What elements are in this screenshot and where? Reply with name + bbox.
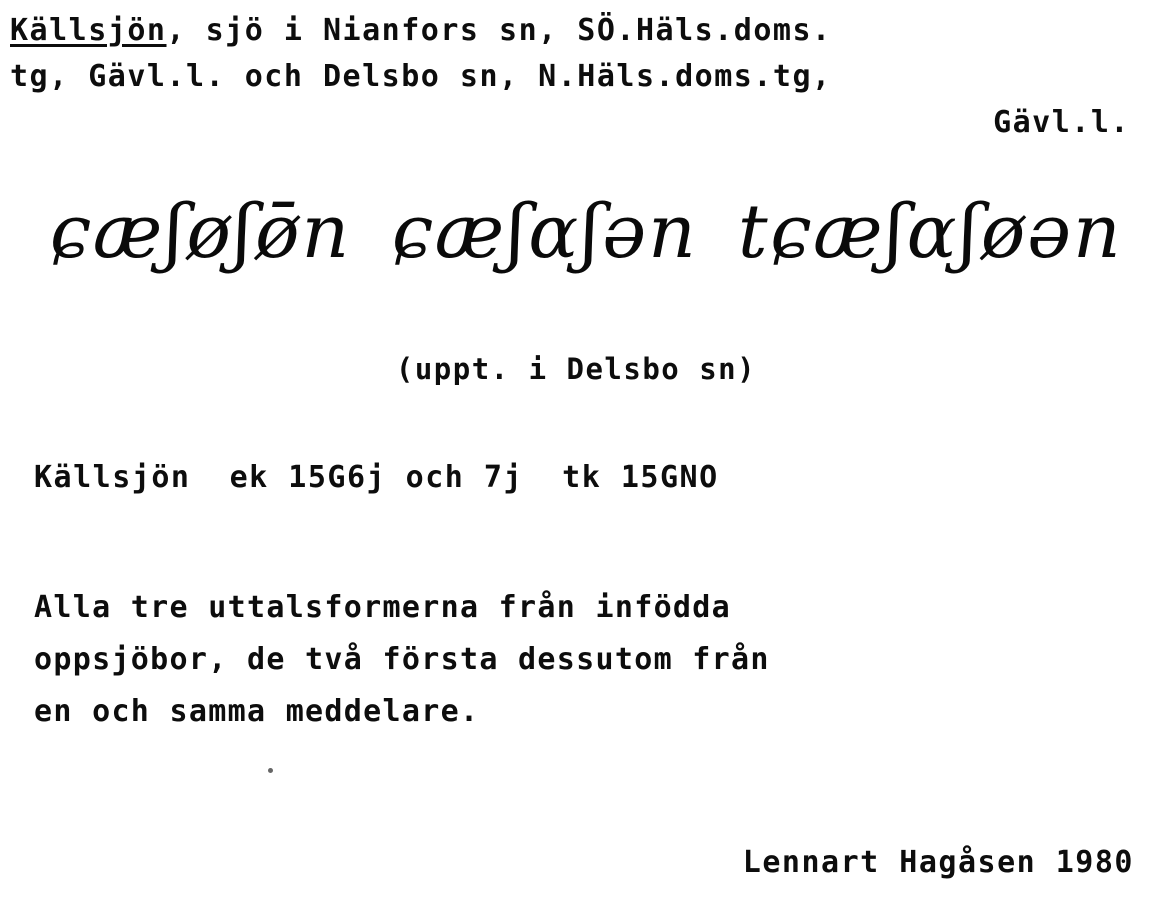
phonetic-transcriptions bbox=[0, 190, 1152, 350]
header-line-3: Gävl.l. bbox=[993, 105, 1130, 140]
note-line-3: en och samma meddelare. bbox=[34, 694, 480, 729]
header-line-2: tg, Gävl.l. och Delsbo sn, N.Häls.doms.tg, bbox=[10, 59, 832, 94]
note-line-1: Alla tre uttalsformerna från infödda bbox=[34, 590, 732, 625]
map-reference-line: Källsjön ek 15G6j och 7j tk 15GNO bbox=[34, 460, 719, 495]
phonetic-variant-3: tɕæʃɑʃøən bbox=[737, 189, 1123, 275]
ink-speck bbox=[268, 768, 273, 773]
header-block bbox=[0, 8, 1152, 146]
phonetic-variant-2: ɕæʃɑʃən bbox=[391, 189, 698, 275]
signature-line: Lennart Hagåsen 1980 bbox=[742, 845, 1134, 880]
header-line-1 bbox=[0, 8, 1152, 54]
headword-rest: , sjö i Nianfors sn, SÖ.Häls.doms. bbox=[166, 13, 832, 48]
headword: Källsjön bbox=[10, 13, 167, 48]
note-block bbox=[34, 582, 1094, 738]
note-line-2: oppsjöbor, de två första dessutom från bbox=[34, 642, 770, 677]
phonetic-caption: (uppt. i Delsbo sn) bbox=[395, 352, 757, 386]
phonetic-variant-1: ɕæʃøʃø̄n bbox=[49, 189, 352, 275]
